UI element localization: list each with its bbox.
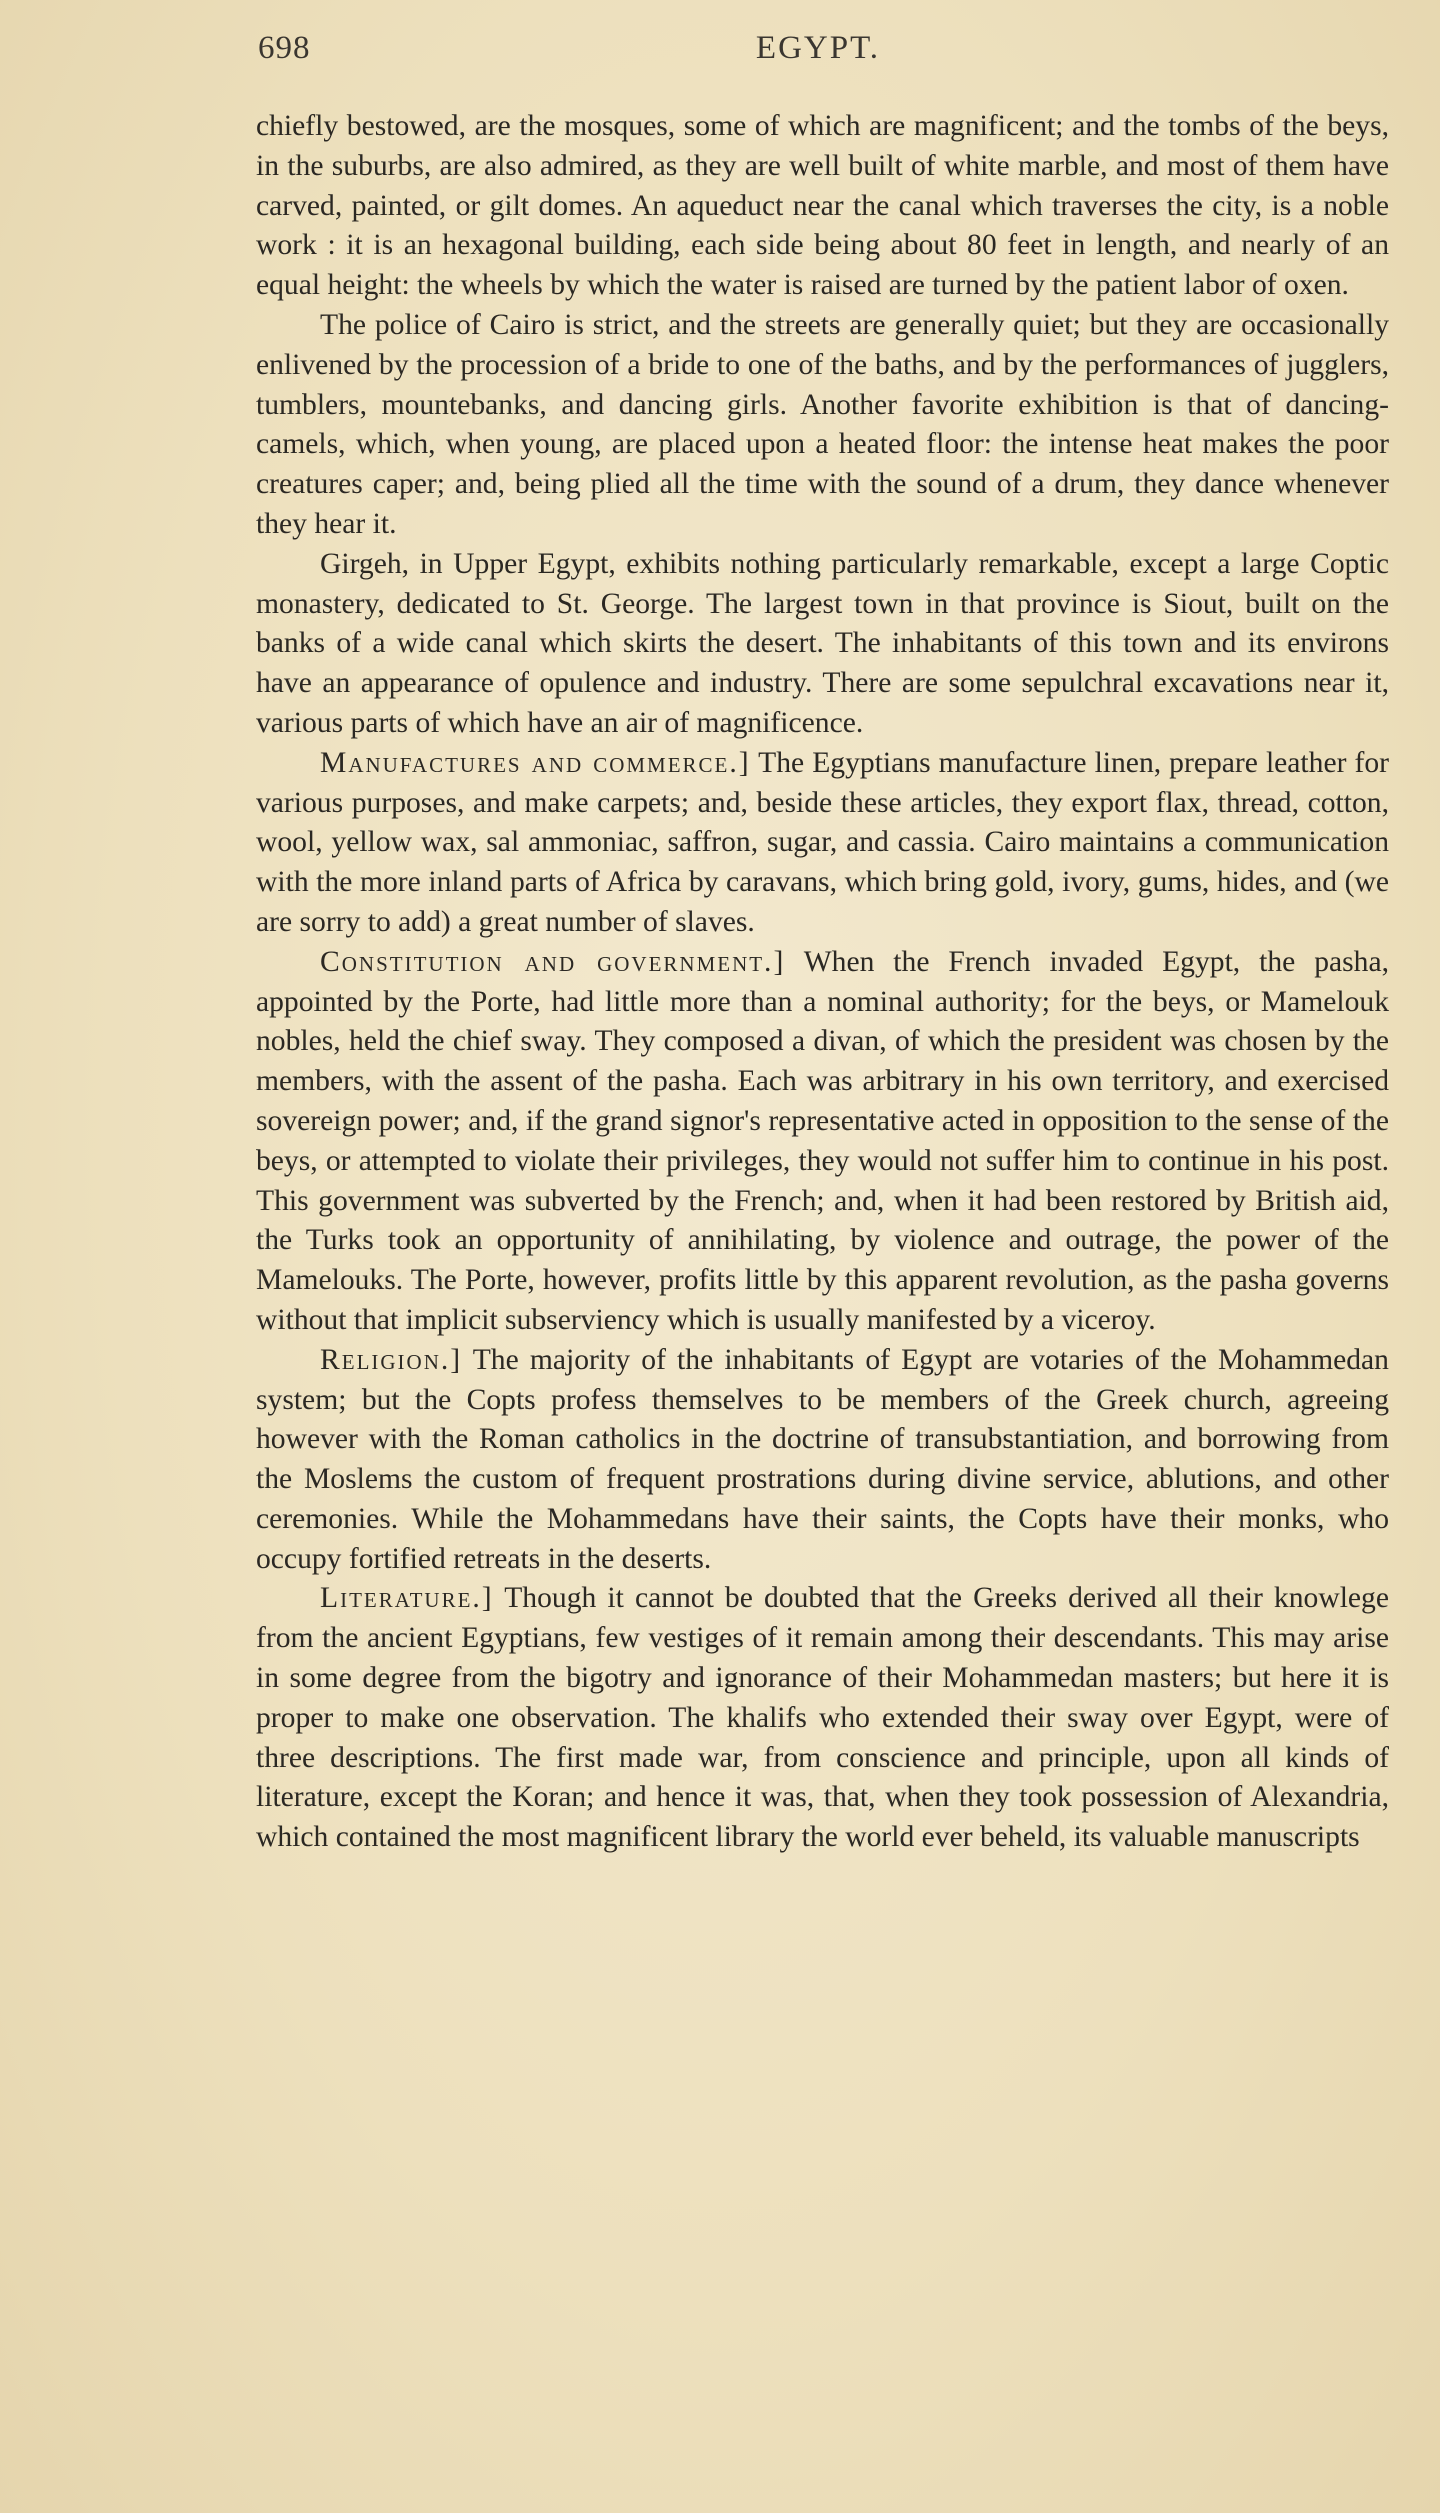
paragraph-text: The police of Cairo is strict, and the streets are generally quiet; but they are occasionally enlivened by the procession of a bride to one of the baths, and by the performances of jugglers, tumblers, mountebanks, and dancing girls. Another favorite exhibition is that of dancing-camels, which, when young, are placed upon a heated floor: the intense heat makes the poor creatures caper; and, being plied all the time with the sound of a drum, they dance whenever they hear it. xyxy=(256,308,1389,540)
section-heading-manufactures: Manufactures and commerce.] xyxy=(320,746,751,779)
paragraph-text: When the French invaded Egypt, the pasha, appointed by the Porte, had little more than a nominal authority; for the beys, or Mamelouk nobles, held the chief sway. They composed a divan, of which the president was chosen by the members, with the assent of the pasha. Each was arbitrary in his own territory, and exercised sovereign power; and, if the grand signor's representative acted in opposition to the sense of the beys, or attempted to violate their privileges, they would not suffer him to continue in his post. This government was subverted by the French; and, when it had been restored by British aid, the Turks took an opportunity of annihilating, by violence and outrage, the power of the Mamelouks. The Porte, however, profits little by this apparent revolution, as the pasha governs without that implicit subserviency which is usually manifested by a viceroy. xyxy=(256,945,1389,1336)
paragraph-text: Girgeh, in Upper Egypt, exhibits nothing particularly remarkable, except a large Coptic monastery, dedicated to St. George. The largest town in that province is Siout, built on the banks of a wide canal which skirts the desert. The inhabitants of this town and its environs have an appearance of opulence and industry. There are some sepulchral excavations near it, various parts of which have an air of magnificence. xyxy=(256,547,1389,739)
paragraph-tombs-aqueduct xyxy=(256,107,1389,306)
running-title: EGYPT. xyxy=(755,30,881,66)
paragraph-religion xyxy=(256,1341,1389,1580)
section-heading-religion: Religion.] xyxy=(320,1343,463,1376)
paragraph-girgeh xyxy=(256,545,1389,744)
paragraph-text: The Egyptians manufacture linen, prepare leather for various purposes, and make carpets; and, beside these articles, they export flax, thread, cotton, wool, yellow wax, sal ammoniac, saffron, sugar, and cassia. Cairo maintains a communication with the more inland parts of Africa by caravans, which bring gold, ivory, gums, hides, and (we are sorry to add) a great number of slaves. xyxy=(256,746,1389,938)
paragraph-constitution xyxy=(256,943,1389,1341)
paragraph-text: Though it cannot be doubted that the Greeks derived all their knowlege from the ancient Egyptians, few vestiges of it remain among their descendants. This may arise in some degree from the bigotry and ignorance of their Mohammedan masters; but here it is proper to make one observation. The khalifs who extended their sway over Egypt, were of three descriptions. The first made war, from conscience and principle, upon all kinds of literature, except the Koran; and hence it was, that, when they took possession of Alexandria, which contained the most magnificent library the world ever beheld, its valuable manuscripts xyxy=(256,1582,1389,1854)
page-number: 698 xyxy=(258,30,311,66)
running-head xyxy=(258,30,1386,80)
body-text xyxy=(256,107,1389,1858)
paragraph-police-of-cairo xyxy=(256,306,1389,545)
paragraph-literature xyxy=(256,1579,1389,1858)
paragraph-text: chiefly bestowed, are the mosques, some of which are magnificent; and the tombs of the beys, in the suburbs, are also admired, as they are well built of white marble, and most of them have carved, painted, or gilt domes. An aqueduct near the canal which traverses the city, is a noble work : it is an hexagonal building, each side being about 80 feet in length, and nearly of an equal height: the wheels by which the water is raised are turned by the patient labor of oxen. xyxy=(256,110,1389,302)
section-heading-literature: Literature.] xyxy=(320,1582,494,1615)
section-heading-constitution: Constitution and government.] xyxy=(320,945,786,978)
paragraph-text: The majority of the inhabitants of Egypt are votaries of the Mohammedan system; but the Copts profess themselves to be members of the Greek church, agreeing however with the Roman catholics in the doctrine of transubstantiation, and borrowing from the Moslems the custom of frequent prostrations during divine service, ablutions, and other ceremonies. While the Mohammedans have their saints, the Copts have their monks, who occupy fortified retreats in the deserts. xyxy=(256,1343,1389,1575)
paragraph-manufactures xyxy=(256,744,1389,943)
